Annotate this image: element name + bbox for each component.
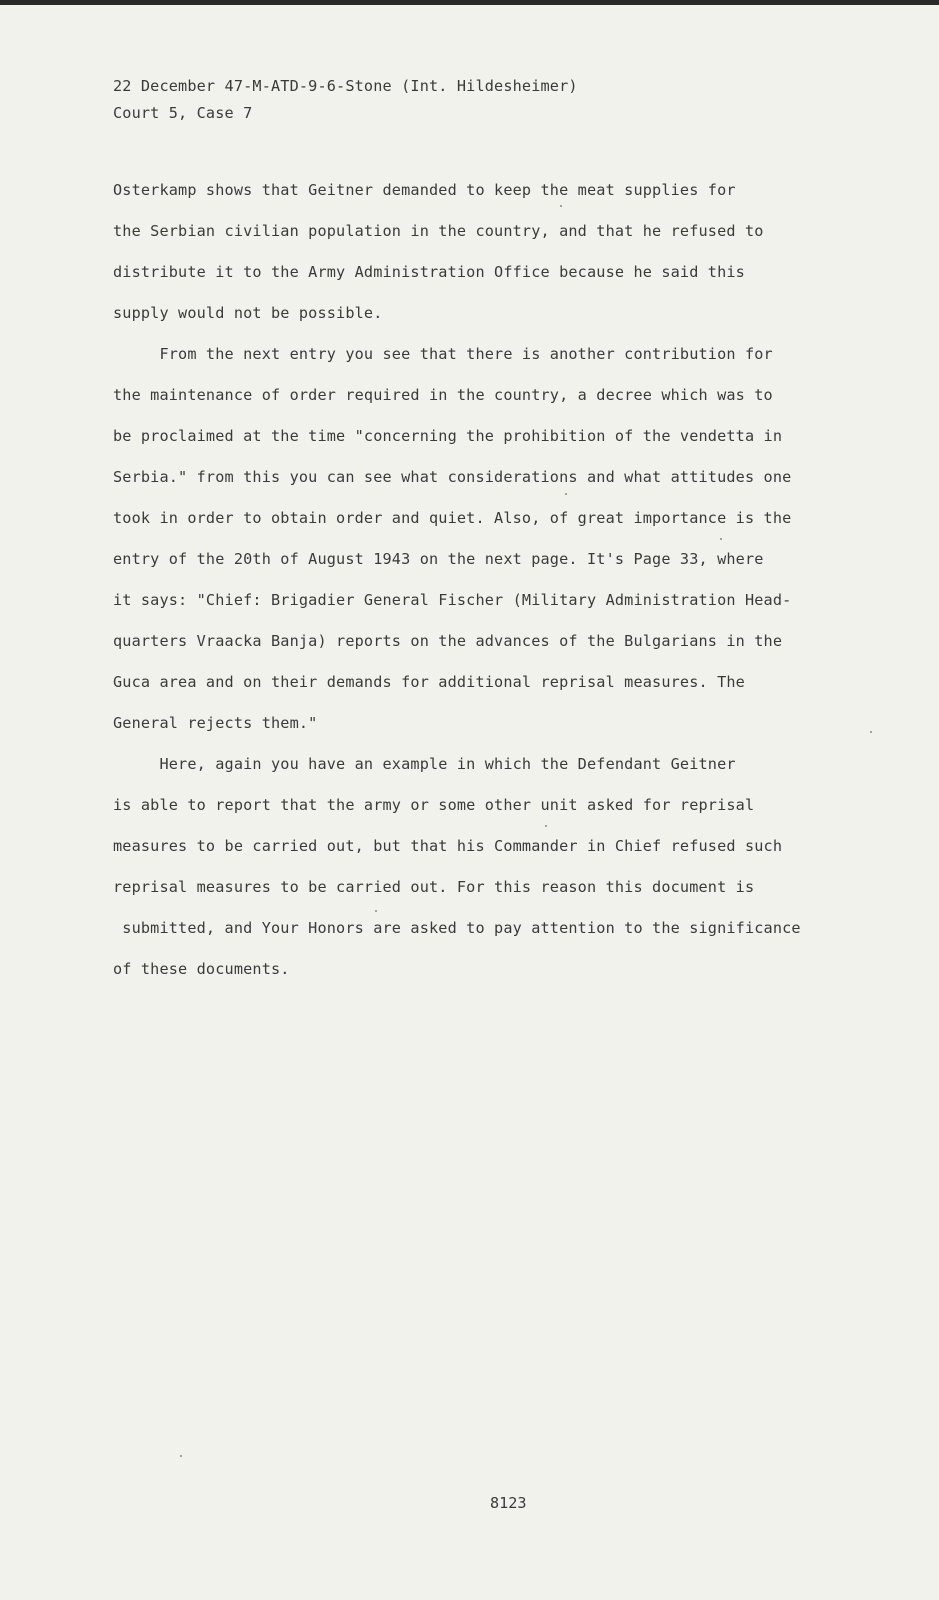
paper-speck (180, 1455, 182, 1457)
body-line: entry of the 20th of August 1943 on the next page. It's Page 33, where (113, 550, 764, 568)
header-line-1: 22 December 47-M-ATD-9-6-Stone (Int. Hildesheimer) (113, 77, 578, 95)
body-line: Serbia." from this you can see what considerations and what attitudes one (113, 468, 792, 486)
body-line: the Serbian civilian population in the country, and that he refused to (113, 222, 764, 240)
paper-speck (560, 205, 562, 207)
body-line: supply would not be possible. (113, 304, 383, 322)
body-line: submitted, and Your Honors are asked to pay attention to the significance (113, 919, 801, 937)
body-line: General rejects them." (113, 714, 318, 732)
body-line: took in order to obtain order and quiet. Also, of great importance is the (113, 509, 792, 527)
body-line: of these documents. (113, 960, 290, 978)
body-line: be proclaimed at the time "concerning the prohibition of the vendetta in (113, 427, 783, 445)
paper-speck (565, 493, 567, 495)
scan-top-edge (0, 0, 939, 5)
body-line: measures to be carried out, but that his Commander in Chief refused such (113, 837, 783, 855)
body-line: quarters Vraacka Banja) reports on the advances of the Bulgarians in the (113, 632, 783, 650)
paper-speck (870, 731, 872, 733)
body-line: reprisal measures to be carried out. For this reason this document is (113, 878, 755, 896)
paper-speck (375, 910, 377, 912)
body-line: it says: "Chief: Brigadier General Fischer (Military Administration Head- (113, 591, 792, 609)
paper-speck (545, 825, 547, 827)
body-line: the maintenance of order required in the country, a decree which was to (113, 386, 773, 404)
body-line: Osterkamp shows that Geitner demanded to keep the meat supplies for (113, 181, 736, 199)
body-line: is able to report that the army or some other unit asked for reprisal (113, 796, 755, 814)
header-line-2: Court 5, Case 7 (113, 104, 253, 122)
paper-speck (720, 538, 722, 540)
body-line: Guca area and on their demands for additional reprisal measures. The (113, 673, 745, 691)
body-line: Here, again you have an example in which the Defendant Geitner (113, 755, 736, 773)
body-line: distribute it to the Army Administration Office because he said this (113, 263, 745, 281)
body-line: From the next entry you see that there is another contribution for (113, 345, 773, 363)
page-number: 8123 (490, 1494, 527, 1512)
